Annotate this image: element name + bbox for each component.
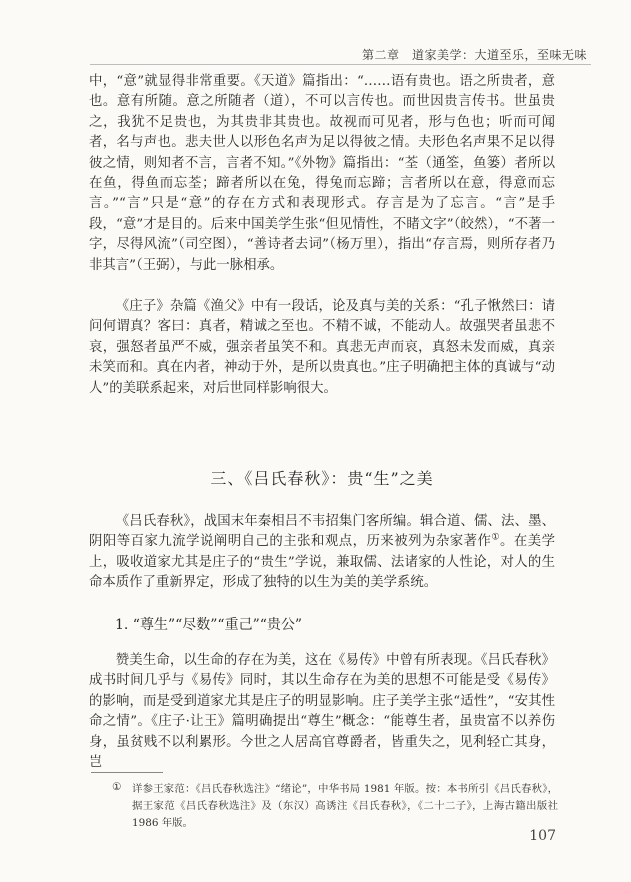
paragraph-2-text: 《庄子》杂篇《渔父》中有一段话，论及真与美的关系：“孔子愀然曰：请问何谓真？客曰：真者，精诚之至也。不精不诚，不能动人。故强哭者虽悲不哀，强怒者虽严不威，强亲者虽笑不和。真悲无声而哀，真怒未发而威，真亲未笑而和。真在内者，神动于外，是所以贵真也。”庄子明确把主体的真诚与“动人”的美联系起来，对后世同样影响很大。 bbox=[89, 299, 555, 396]
paragraph-3-text bbox=[89, 512, 555, 594]
paragraph-3-part-b: 。在美学上，吸收道家尤其是庄子的“贵生”学说，兼取儒、法诸家的人性论，对人的生命本质作了重新界定，形成了独特的以生为美的美学系统。 bbox=[89, 534, 556, 591]
paragraph-2 bbox=[89, 297, 555, 399]
running-header: 第二章 道家美学：大道至乐，至味无味 bbox=[361, 48, 587, 62]
paragraph-3 bbox=[89, 512, 555, 594]
footnote-mark: ① bbox=[112, 781, 122, 793]
footnote-text: 详参王家范：《吕氏春秋选注》“绪论”，中华书局 1981 年版。按：本书所引《吕氏春秋》，据王家范《吕氏春秋选注》及（东汉）高诱注《吕氏春秋》，《二十二子》，上海古籍出版社 1986 年版。 bbox=[132, 783, 558, 829]
paragraph-1 bbox=[89, 72, 555, 276]
paragraph-3-part-a: 《吕氏春秋》，战国末年秦相吕不韦招集门客所编。辑合道、儒、法、墨、阴阳等百家九流学说阐明自己的主张和观点，历来被列为杂家著作 bbox=[89, 514, 555, 550]
footnote-rule bbox=[91, 772, 163, 773]
footnote-reference[interactable]: ① bbox=[491, 532, 500, 543]
paragraph-1-text: 中，“意”就显得非常重要。《天道》篇指出：“……语有贵也。语之所贵者，意也。意有所随。意之所随者（道），不可以言传也。而世因贵言传书。世虽贵之，我犹不足贵也，为其贵非其贵也。故视而可见者，形与色也；听而可闻者，名与声也。悲夫世人以形色名声为足以得彼之情。夫形色名声果不足以得彼之情，则知者不言，言者不知。”《外物》篇指出：“荃（通筌，鱼篓）者所以在鱼，得鱼而忘荃；蹄者所以在兔，得兔而忘蹄；言者所以在意，得意而忘言。”“言”只是“意”的存在方式和表现形式。存言是为了忘言。“言”是手段，“意”才是目的。后来中国美学生张“但见情性，不睹文字”（皎然），“不著一字，尽得风流”（司空图），“善诗者去词”（杨万里），指出“存言焉，则所存者乃非其言”（王弼），与此一脉相承。 bbox=[89, 74, 555, 273]
paragraph-4-text: 赞美生命，以生命的存在为美，这在《易传》中曾有所表现。《吕氏春秋》成书时间几乎与《易传》同时，其以生命存在为美的思想不可能是受《易传》的影响，而是受到道家尤其是庄子的明显影响。庄子美学主张“适性”，“安其性命之情”。《庄子·让王》篇明确提出“尊生”概念：“能尊生者，虽贵富不以养伤身，虽贫贱不以利累形。今世之人居高官尊爵者，皆重失之，见利轻亡其身，岂 bbox=[89, 653, 555, 771]
page-number: 107 bbox=[529, 828, 556, 844]
subheading: 1. “尊生”“尽数”“重己”“贵公” bbox=[115, 617, 303, 633]
header-rule bbox=[90, 64, 591, 65]
paragraph-4 bbox=[89, 651, 555, 773]
section-heading: 三、《吕氏春秋》：贵“生”之美 bbox=[210, 469, 434, 488]
